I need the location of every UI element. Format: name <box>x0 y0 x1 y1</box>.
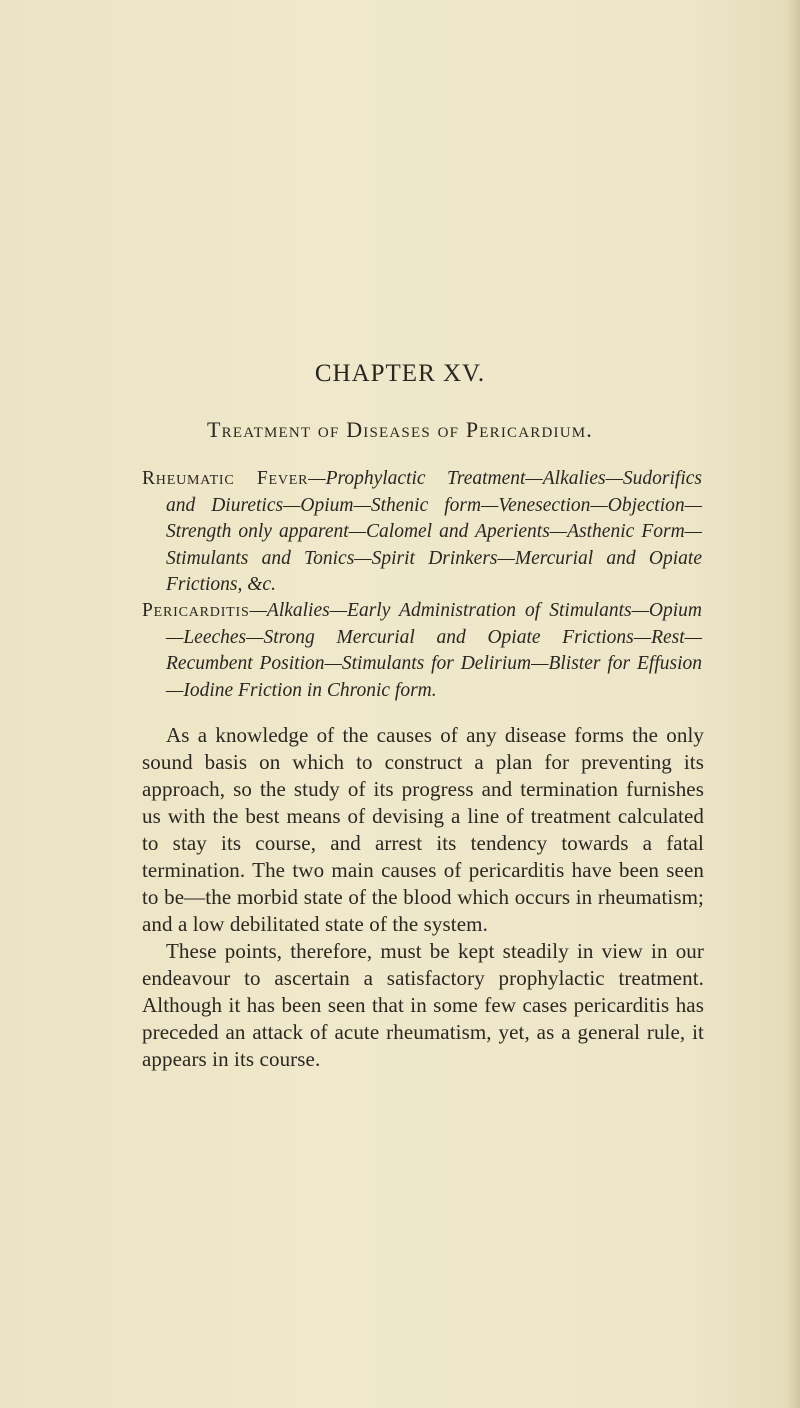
chapter-title: CHAPTER XV. <box>314 360 486 387</box>
page-edge-shadow <box>786 0 800 1408</box>
body-paragraph: These points, therefore, must be kept steadily in view in our endeavour to ascertain a satisfactory prophylactic treatment. Although it has been seen that in some few cases pericarditis has preceded an attack of acute rheumatism, yet, as a general rule, it appears in its course. <box>142 939 704 1071</box>
synopsis-text: —Prophylactic Treatment—Alkalies—Sudorifics and Diuretics—Opium—Sthenic form—Venesection—Objection—Strength only apparent—Calomel and Aperients—Asthenic Form—Stimulants and Tonics—Spirit Drinkers—Mercurial and Opiate Frictions, &c. <box>166 468 702 595</box>
synopsis-head: Rheumatic Fever <box>142 468 309 489</box>
synopsis-rheumatic-fever <box>142 466 702 599</box>
body-paragraph: As a knowledge of the causes of any disease forms the only sound basis on which to construct a plan for preventing its approach, so the study of its progress and termination furnishes us with the best means of devising a line of treatment calculated to stay its course, and arrest its tendency towards a fatal termination. The two main causes of pericarditis have been seen to be—the morbid state of the blood which occurs in rheumatism; and a low debilitated state of the system. <box>142 723 704 936</box>
chapter-subtitle: Treatment of Diseases of Pericardium. <box>207 417 593 442</box>
synopsis-paragraph <box>142 466 702 599</box>
synopsis-pericarditis <box>142 598 702 704</box>
synopsis-paragraph <box>142 598 702 704</box>
synopsis-head: Pericarditis <box>142 600 250 621</box>
synopsis-text: —Alkalies—Early Administration of Stimulants—Opium—Leeches—Strong Mercurial and Opiate Frictions—Rest—Recumbent Position—Stimulants for Delirium—Blister for Effusion—Iodine Friction in Chronic form. <box>166 600 702 701</box>
body-text <box>142 722 704 1073</box>
